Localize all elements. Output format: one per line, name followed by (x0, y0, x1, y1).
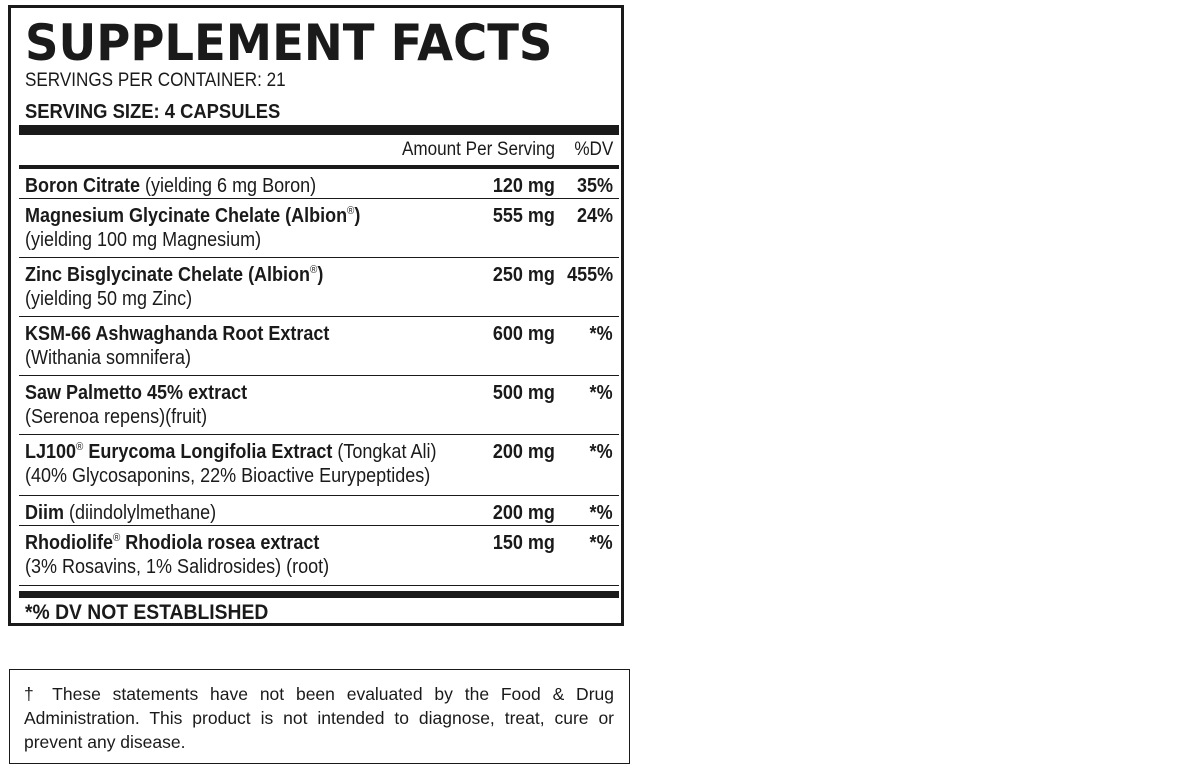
ingredient-row (19, 199, 619, 258)
ingredient-detail: (yielding 6 mg Boron) (140, 175, 317, 197)
ingredient-name-bold: KSM-66 Ashwaghanda Root Extract (25, 323, 330, 345)
ingredient-name (25, 263, 323, 287)
ingredient-subtext: (yielding 50 mg Zinc) (25, 288, 193, 310)
ingredient-amount: 250 mg (492, 264, 555, 286)
registered-mark: ® (112, 532, 121, 544)
ingredient-name (25, 501, 216, 525)
disclaimer-box (9, 669, 630, 764)
registered-mark: ® (310, 264, 318, 276)
ingredient-dv: *% (589, 382, 613, 404)
ingredient-name-bold: Boron Citrate (25, 175, 141, 197)
dv-footnote: *% DV NOT ESTABLISHED (25, 601, 269, 624)
ingredient-dv: *% (589, 323, 613, 345)
ingredient-row (19, 435, 619, 496)
ingredient-row (19, 169, 619, 199)
ingredient-dv: 24% (576, 205, 613, 227)
column-header-row (19, 138, 619, 164)
panel-title: SUPPLEMENT FACTS (25, 14, 553, 72)
ingredient-name (25, 174, 316, 198)
ingredient-row (19, 258, 619, 317)
ingredient-detail: (Tongkat Ali) (332, 441, 437, 463)
ingredient-amount: 500 mg (492, 382, 555, 404)
servings-per-container: SERVINGS PER CONTAINER: 21 (25, 70, 286, 91)
ingredient-amount: 600 mg (492, 323, 555, 345)
ingredient-name-bold: Zinc Bisglycinate Chelate (Albion (25, 264, 311, 286)
ingredient-amount: 200 mg (492, 502, 555, 524)
ingredient-name (25, 322, 329, 346)
ingredient-dv: *% (589, 441, 613, 463)
ingredient-name-bold: LJ100 (25, 441, 77, 463)
serving-size: SERVING SIZE: 4 CAPSULES (25, 101, 281, 123)
ingredient-name-suffix: ) (317, 264, 324, 286)
ingredient-amount: 555 mg (492, 205, 555, 227)
thick-divider (19, 125, 619, 135)
ingredient-row (19, 496, 619, 526)
supplement-facts-panel (8, 5, 624, 626)
fda-disclaimer: † These statements have not been evaluated by the Food & Drug Administration. This product is not intended to diagnose, treat, cure or prevent any disease. (24, 684, 614, 752)
ingredient-name-bold: Diim (25, 502, 65, 524)
ingredient-name-bold: Magnesium Glycinate Chelate (Albion (25, 205, 348, 227)
ingredient-row (19, 317, 619, 376)
ingredient-name (25, 204, 360, 228)
ingredient-name-suffix: Eurycoma Longifolia Extract (83, 441, 333, 463)
ingredient-name-suffix: Rhodiola rosea extract (120, 532, 320, 554)
amount-per-serving-header: Amount Per Serving (401, 139, 555, 160)
ingredient-dv: 35% (576, 175, 613, 197)
dv-header: %DV (574, 139, 613, 160)
ingredient-name (25, 381, 247, 405)
ingredient-dv: *% (589, 502, 613, 524)
ingredient-name (25, 531, 319, 555)
ingredient-subtext: (yielding 100 mg Magnesium) (25, 229, 262, 251)
bottom-divider (19, 591, 619, 598)
registered-mark: ® (347, 205, 355, 217)
ingredient-dv: 455% (566, 264, 613, 286)
ingredient-name (25, 440, 436, 464)
ingredient-row (19, 376, 619, 435)
ingredient-row (19, 526, 619, 586)
ingredient-amount: 120 mg (492, 175, 555, 197)
ingredient-name-bold: Rhodiolife (25, 532, 113, 554)
ingredient-amount: 150 mg (492, 532, 555, 554)
ingredient-subtext: (3% Rosavins, 1% Salidrosides) (root) (25, 556, 330, 578)
ingredient-subtext: (Serenoa repens)(fruit) (25, 406, 208, 428)
registered-mark: ® (76, 441, 84, 453)
ingredient-list (19, 169, 619, 586)
ingredient-name-bold: Saw Palmetto 45% extract (25, 382, 248, 404)
ingredient-subtext: (Withania somnifera) (25, 347, 192, 369)
ingredient-dv: *% (589, 532, 613, 554)
ingredient-detail: (diindolylmethane) (64, 502, 217, 524)
ingredient-amount: 200 mg (492, 441, 555, 463)
ingredient-subtext: (40% Glycosaponins, 22% Bioactive Eurypeptides) (25, 465, 431, 487)
ingredient-name-suffix: ) (354, 205, 361, 227)
